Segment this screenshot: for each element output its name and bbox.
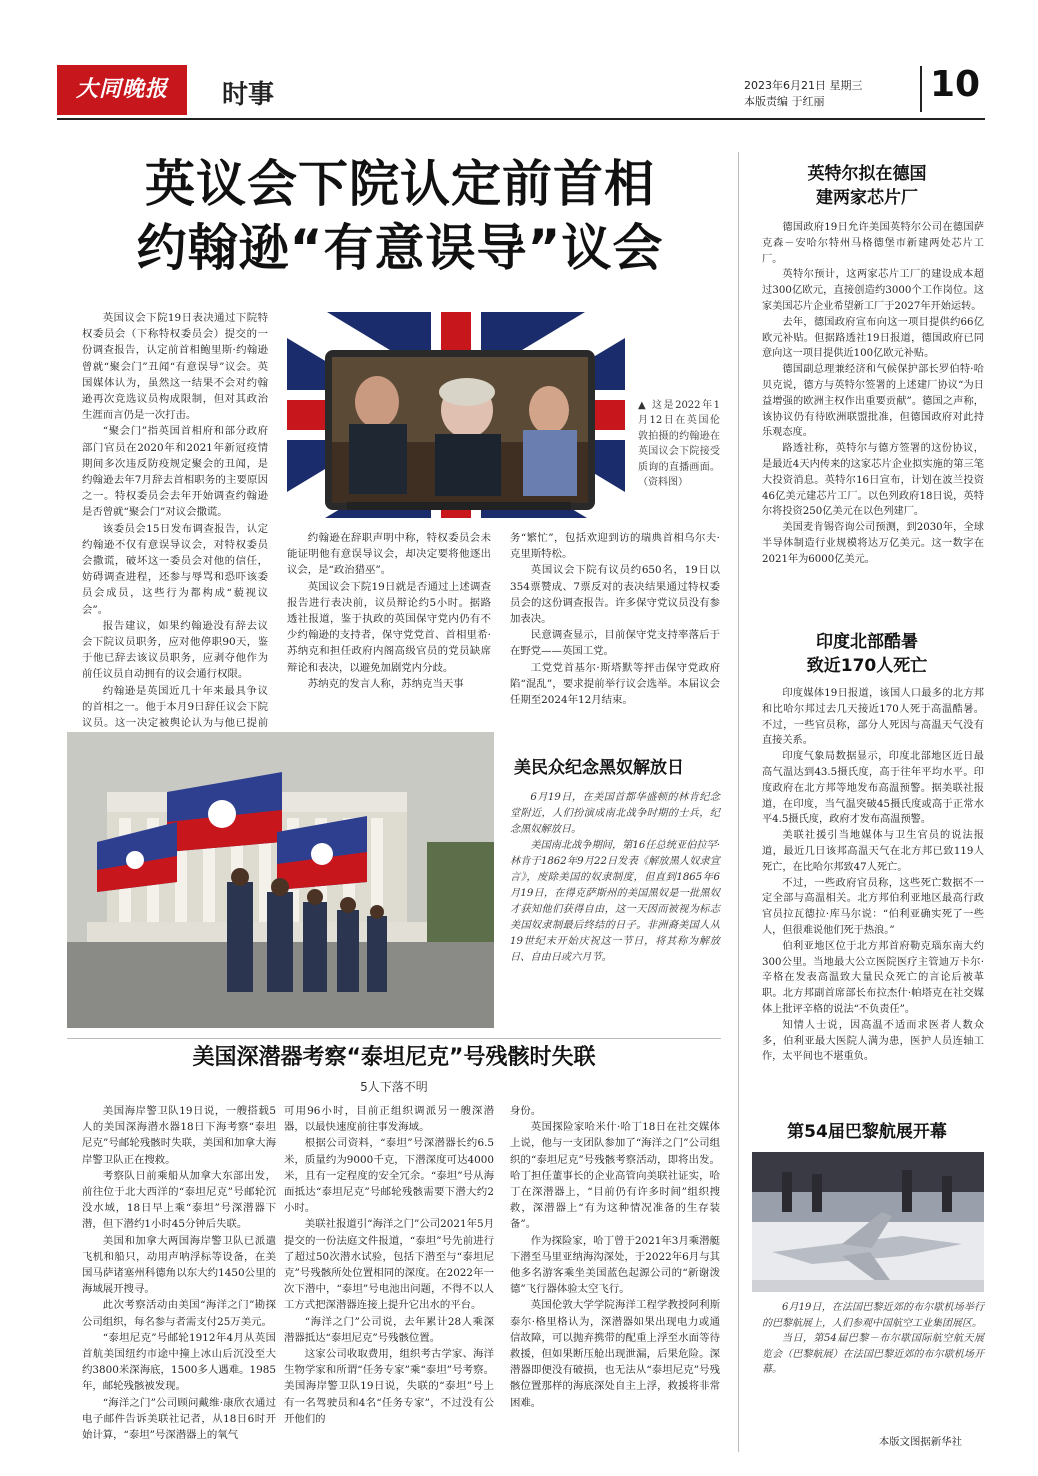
airshow-caption <box>762 1300 984 1430</box>
paragraph: 英国议会下院有议员约650名，19日以354票赞成、7票反对的表决结果通过特权委员会的这份调查报告。许多保守党议员没有参加表决。 <box>510 564 720 626</box>
paragraph: 美国南北战争期间，第16任总统亚伯拉罕·林肯于1862年9月22日发表《解放黑人奴隶宣言》，废除美国的奴隶制度，但直到1865年6月19日，在得克萨斯州的美国黑奴是一批黑奴才获知他们获得自由，这一天因而被视为标志美国奴隶制最后终结的日子。非洲裔美国人从19世纪末开始庆祝这一节日，将其称为解放日、自由日或六月节。 <box>510 840 720 963</box>
header-rule <box>57 118 985 120</box>
section-rule <box>67 1038 721 1039</box>
paragraph: 务“繁忙”，包括欢迎到访的瑞典首相乌尔夫·克里斯特松。 <box>510 532 720 561</box>
paragraph: 英国议会下院19日表决通过下院特权委员会（下称特权委员会）提交的一份调查报告，认定前首相鲍里斯·约翰逊曾就“聚会门”丑闻“有意误导”议会。英国媒体认为，虽然这一结果不会对约翰逊再次竞选议员构成限制，但对其政治生涯而言仍是一次打击。 <box>82 312 268 422</box>
india-title <box>748 630 986 678</box>
paragraph: 英国议会下院19日就是否通过上述调查报告进行表决前，议员辩论约5小时。据路透社报道，鉴于执政的英国保守党内仍有不少约翰逊的支持者，保守党党首、首相里希·苏纳克和担任政府内阁高级官员的党员缺席辩论和表决，以避免加剧党内分歧。 <box>287 580 491 674</box>
paragraph: 不过，一些政府官员称，这些死亡数据不一定全部与高温相关。北方邦伯利亚地区最高行政官员拉瓦德拉·库马尔说：“伯利亚确实死了一些人，但很难说他们死于热浪。” <box>762 877 984 936</box>
paragraph: 身份。 <box>510 1105 542 1117</box>
paragraph: 工党党首基尔·斯塔默等抨击保守党政府陷“混乱”，要求提前举行议会选举。本届议会任期至2024年12月结束。 <box>510 661 720 707</box>
paragraph: 美国和加拿大两国海岸警卫队已派遣飞机和船只，动用声呐浮标等设备，在美国马萨诸塞州科德角以东大约1450公里的海域展开搜寻。 <box>82 1234 276 1296</box>
paragraph: 德国副总理兼经济和气候保护部长罗伯特·哈贝克说，德方与英特尔签署的上述建厂协议“为日益增强的欧洲主权作出重要贡献”。德国之声称，该协议仍有待欧洲联盟批准，但德国政府对此持乐观态度。 <box>762 364 984 439</box>
sidebar-divider <box>738 152 739 1452</box>
paragraph: 苏纳克的发言人称，苏纳克当天事 <box>307 677 464 690</box>
titan-column-1 <box>82 1103 276 1443</box>
union-jack-tv-photo <box>287 312 625 518</box>
section-name: 时事 <box>222 80 275 110</box>
paragraph: 6月19日，在美国首都华盛顿的林肯纪念堂附近，人们扮演成南北战争时期的士兵，纪念黑奴解放日。 <box>510 792 720 835</box>
lincoln-memorial-photo <box>67 732 494 1028</box>
juneteenth-photo <box>67 732 494 1028</box>
lead-column-1 <box>82 310 268 730</box>
paragraph: 去年，德国政府宣布向这一项目提供约66亿欧元补贴。但据路透社19日报道，德国政府已同意向这一项目提供近100亿欧元补贴。 <box>762 316 984 360</box>
paragraph: 6月19日，在法国巴黎近郊的布尔歇机场举行的巴黎航展上，人们参观中国航空工业集团展区。 <box>762 1302 984 1329</box>
paragraph: 知情人士说，因高温不适而求医者人数众多，伯利亚最大医院人满为患，医护人员连轴工作，太平间也不堪重负。 <box>762 1019 984 1063</box>
intel-title <box>748 162 986 210</box>
paragraph: 美联社报道引“海洋之门”公司2021年5月提交的一份法庭文件报道，“泰坦”号先前进行了超过50次潜水试验，包括下潜至与“泰坦尼克”号残骸所处位置相同的深度。在2022年一次下潜中，“泰坦”号电池出问题，不得不以人工方式把深潜器连接上提升它出水的平台。 <box>284 1218 494 1312</box>
paragraph: 此次考察活动由美国“海洋之门”勘探公司组织，每名参与者需支付25万美元。 <box>82 1299 276 1328</box>
lead-photo <box>287 312 625 518</box>
paragraph: “泰坦尼克”号邮轮1912年4月从英国首航美国纽约市途中撞上冰山后沉没至大约3800米深海底，1500多人遇难。1985年，邮轮残骸被发现。 <box>82 1331 276 1393</box>
paragraph: “海洋之门”公司说，去年累计28人乘深潜器抵达“泰坦尼克”号残骸位置。 <box>284 1315 494 1344</box>
paragraph: 印度气象局数据显示，印度北部地区近日最高气温达到43.5摄氏度，高于往年平均水平。印度政府在北方邦等地发布高温预警。据美联社报道，在印度，当气温突破45摄氏度或高于正常水平4.5摄氏度，政府才发布高温预警。 <box>762 751 984 826</box>
paragraph: 路透社称，英特尔与德方签署的这份协议，是最近4天内传来的这家芯片企业拟实施的第三笔大投资消息。英特尔16日宣布，计划在波兰投资46亿美元建芯片工厂。以色列政府18日说，英特尔将投资250亿美元在以色列建厂。 <box>762 443 984 518</box>
paragraph: 英国伦敦大学学院海洋工程学教授阿利斯泰尔·格里格认为，深潜器如果出现电力或通信故障，可以抛弃携带的配重上浮至水面等待救援，但如果断压舱出现泄漏，后果危险。深潜器即便没有破损，也无法从“泰坦尼克”号残骸位置那样的海底深处自主上浮，救援将非常困难。 <box>510 1299 720 1409</box>
paragraph: 当日，第54届巴黎－布尔歇国际航空航天展览会（巴黎航展）在法国巴黎近郊的布尔歇机场开幕。 <box>762 1333 984 1376</box>
paragraph: 该委员会15日发布调查报告，认定约翰逊不仅有意误导议会，对特权委员会撒谎，破坏这一委员会对他的信任，妨碍调查进程，还参与辱骂和恐吓该委员会成员，这些行为都构成“藐视议会”。 <box>82 522 268 616</box>
lead-column-3 <box>510 530 720 720</box>
india-title-line2: 致近170人死亡 <box>806 656 928 676</box>
juneteenth-caption <box>510 790 720 1030</box>
intel-title-line2: 建两家芯片厂 <box>816 188 918 208</box>
titan-headline: 美国深潜器考察“泰坦尼克”号残骸时失联 <box>192 1045 596 1070</box>
paragraph: 美国麦肯锡咨询公司预测，到2030年，全球半导体制造行业规模将达万亿美元。这一数字在2021年为6000亿美元。 <box>762 522 984 565</box>
page-editor: 本版责编 于红丽 <box>744 95 825 108</box>
paragraph: 德国政府19日允许美国英特尔公司在德国萨克森－安哈尔特州马格德堡市新建两处芯片工厂。 <box>762 222 984 265</box>
masthead-logo: 大同晚报 <box>57 65 187 115</box>
lead-headline-line2: 约翰逊“有意误导”议会 <box>136 219 664 277</box>
paragraph: 伯利亚地区位于北方邦首府勒克瑙东南大约300公里。当地最大公立医院医疗主管迪万卡尔·辛格在发表高温致大量民众死亡的言论后被革职。北方邦副首席部长布拉杰什·帕塔克在社交媒体上批评辛格的说法“不负责任”。 <box>762 940 984 1015</box>
issue-date: 2023年6月21日 星期三 <box>744 79 863 92</box>
lead-photo-caption: ▲ 这是2022年1月12日在英国伦敦拍摄的约翰逊在英国议会下院接受质询的直播画面。（资料图） <box>638 400 720 489</box>
paragraph: 美国海岸警卫队19日说，一艘搭载5人的美国深海潜水器18日下海考察“泰坦尼克”号邮轮残骸时失联，美国和加拿大海岸警卫队正在搜救。 <box>82 1105 276 1166</box>
paragraph: 英特尔预计，这两家芯片工厂的建设成本超过300亿欧元，直接创造约3000个工作岗位。这家美国芯片企业希望新工厂于2027年开始运转。 <box>762 269 984 312</box>
header-divider <box>920 66 922 112</box>
titan-column-3 <box>510 1103 720 1443</box>
paragraph: 约翰逊是英国近几十年来最具争议的首相之一。他于本月9日辞任议会下院议员。这一决定被舆论认为与他已提前 <box>82 684 268 730</box>
airshow-title: 第54届巴黎航展开幕 <box>787 1122 947 1142</box>
paragraph: “海洋之门”公司顾问戴维·康欣衣通过电子邮件告诉美联社记者，从18日6时开始计算，“泰坦”号深潜器上的氧气 <box>82 1396 276 1442</box>
lead-headline <box>80 152 720 280</box>
paragraph: 美联社援引当地媒体与卫生官员的说法报道，最近几日该邦高温天气在北方邦已致119人死亡，在比哈尔邦致47人死亡。 <box>762 830 984 873</box>
intel-title-line1: 英特尔拟在德国 <box>807 164 927 184</box>
paragraph: 英国探险家哈米什·哈丁18日在社交媒体上说，他与一支团队参加了“海洋之门”公司组织的“泰坦尼克”号残骸考察活动，即将出发。哈丁担任董事长的企业高管向美联社证实，哈丁在深潜器上，“目前仍有许多时间”组织搜救，深潜器上“有为这种情况准备的生存装备”。 <box>510 1121 720 1231</box>
airshow-photo <box>752 1152 984 1292</box>
aircraft-model-photo <box>752 1152 984 1292</box>
paragraph: 民意调查显示，目前保守党支持率落后于在野党——英国工党。 <box>510 629 720 658</box>
titan-column-2 <box>284 1103 494 1443</box>
titan-subtitle: 5人下落不明 <box>360 1080 428 1094</box>
paragraph: 印度媒体19日报道，该国人口最多的北方邦和比哈尔邦过去几天接近170人死于高温酷暑。不过，一些官员称，部分人死因与高温天气没有直接关系。 <box>762 688 984 747</box>
paragraph: 约翰逊在辞职声明中称，特权委员会未能证明他有意误导议会，却决定要将他逐出议会，是“政治猎巫”。 <box>287 532 491 577</box>
india-title-line1: 印度北部酷暑 <box>816 632 918 652</box>
page-number: 10 <box>930 64 981 105</box>
intel-body <box>762 220 984 615</box>
lead-headline-line1: 英议会下院认定前首相 <box>145 155 655 213</box>
issue-date-block <box>744 78 863 110</box>
paragraph: 报告建议，如果约翰逊没有辞去议会下院议员职务，应对他停职90天，鉴于他已辞去该议员职务，应剥夺他作为前任议员自动拥有的议会通行权限。 <box>82 619 268 681</box>
juneteenth-title: 美民众纪念黑奴解放日 <box>514 758 684 778</box>
paragraph: 可用96小时，目前正组织调派另一艘深潜器，以最快速度前往事发海域。 <box>284 1105 494 1134</box>
photo-credit: 本版文图据新华社 <box>878 1436 962 1448</box>
paragraph: 这家公司收取费用，组织考古学家、海洋生物学家和所谓“任务专家”乘“泰坦”号考察。美国海岸警卫队19日说，失联的“泰坦”号上有一名驾驶员和4名“任务专家”，不过没有公开他们的 <box>284 1348 494 1425</box>
lead-column-2 <box>287 530 491 720</box>
paragraph: 根据公司资料，“泰坦”号深潜器长约6.5米，质量约为9000千克，下潜深度可达4000米，且有一定程度的安全冗余。“泰坦”号从海面抵达“泰坦尼克”号邮轮残骸需要下潜大约2小时。 <box>284 1137 494 1215</box>
india-body <box>762 686 984 1104</box>
paragraph: 作为探险家，哈丁曾于2021年3月乘潜艇下潜至马里亚纳海沟深处，于2022年6月与其他多名游客乘坐美国蓝色起源公司的“新谢泼德”飞行器体验太空飞行。 <box>510 1234 720 1296</box>
paragraph: “聚会门”指英国首相府和部分政府部门官员在2020年和2021年新冠疫情期间多次违反防疫规定聚会的丑闻，是约翰逊去年7月辞去首相职务的主要原因之一。特权委员会去年开始调查约翰逊是否曾就“聚会门”对议会撒谎。 <box>82 425 268 519</box>
paragraph: 考察队日前乘船从加拿大东部出发，前往位于北大西洋的“泰坦尼克”号邮轮沉没水域，18日早上乘“泰坦”号深潜器下潜，但下潜约1小时45分钟后失联。 <box>82 1169 276 1231</box>
